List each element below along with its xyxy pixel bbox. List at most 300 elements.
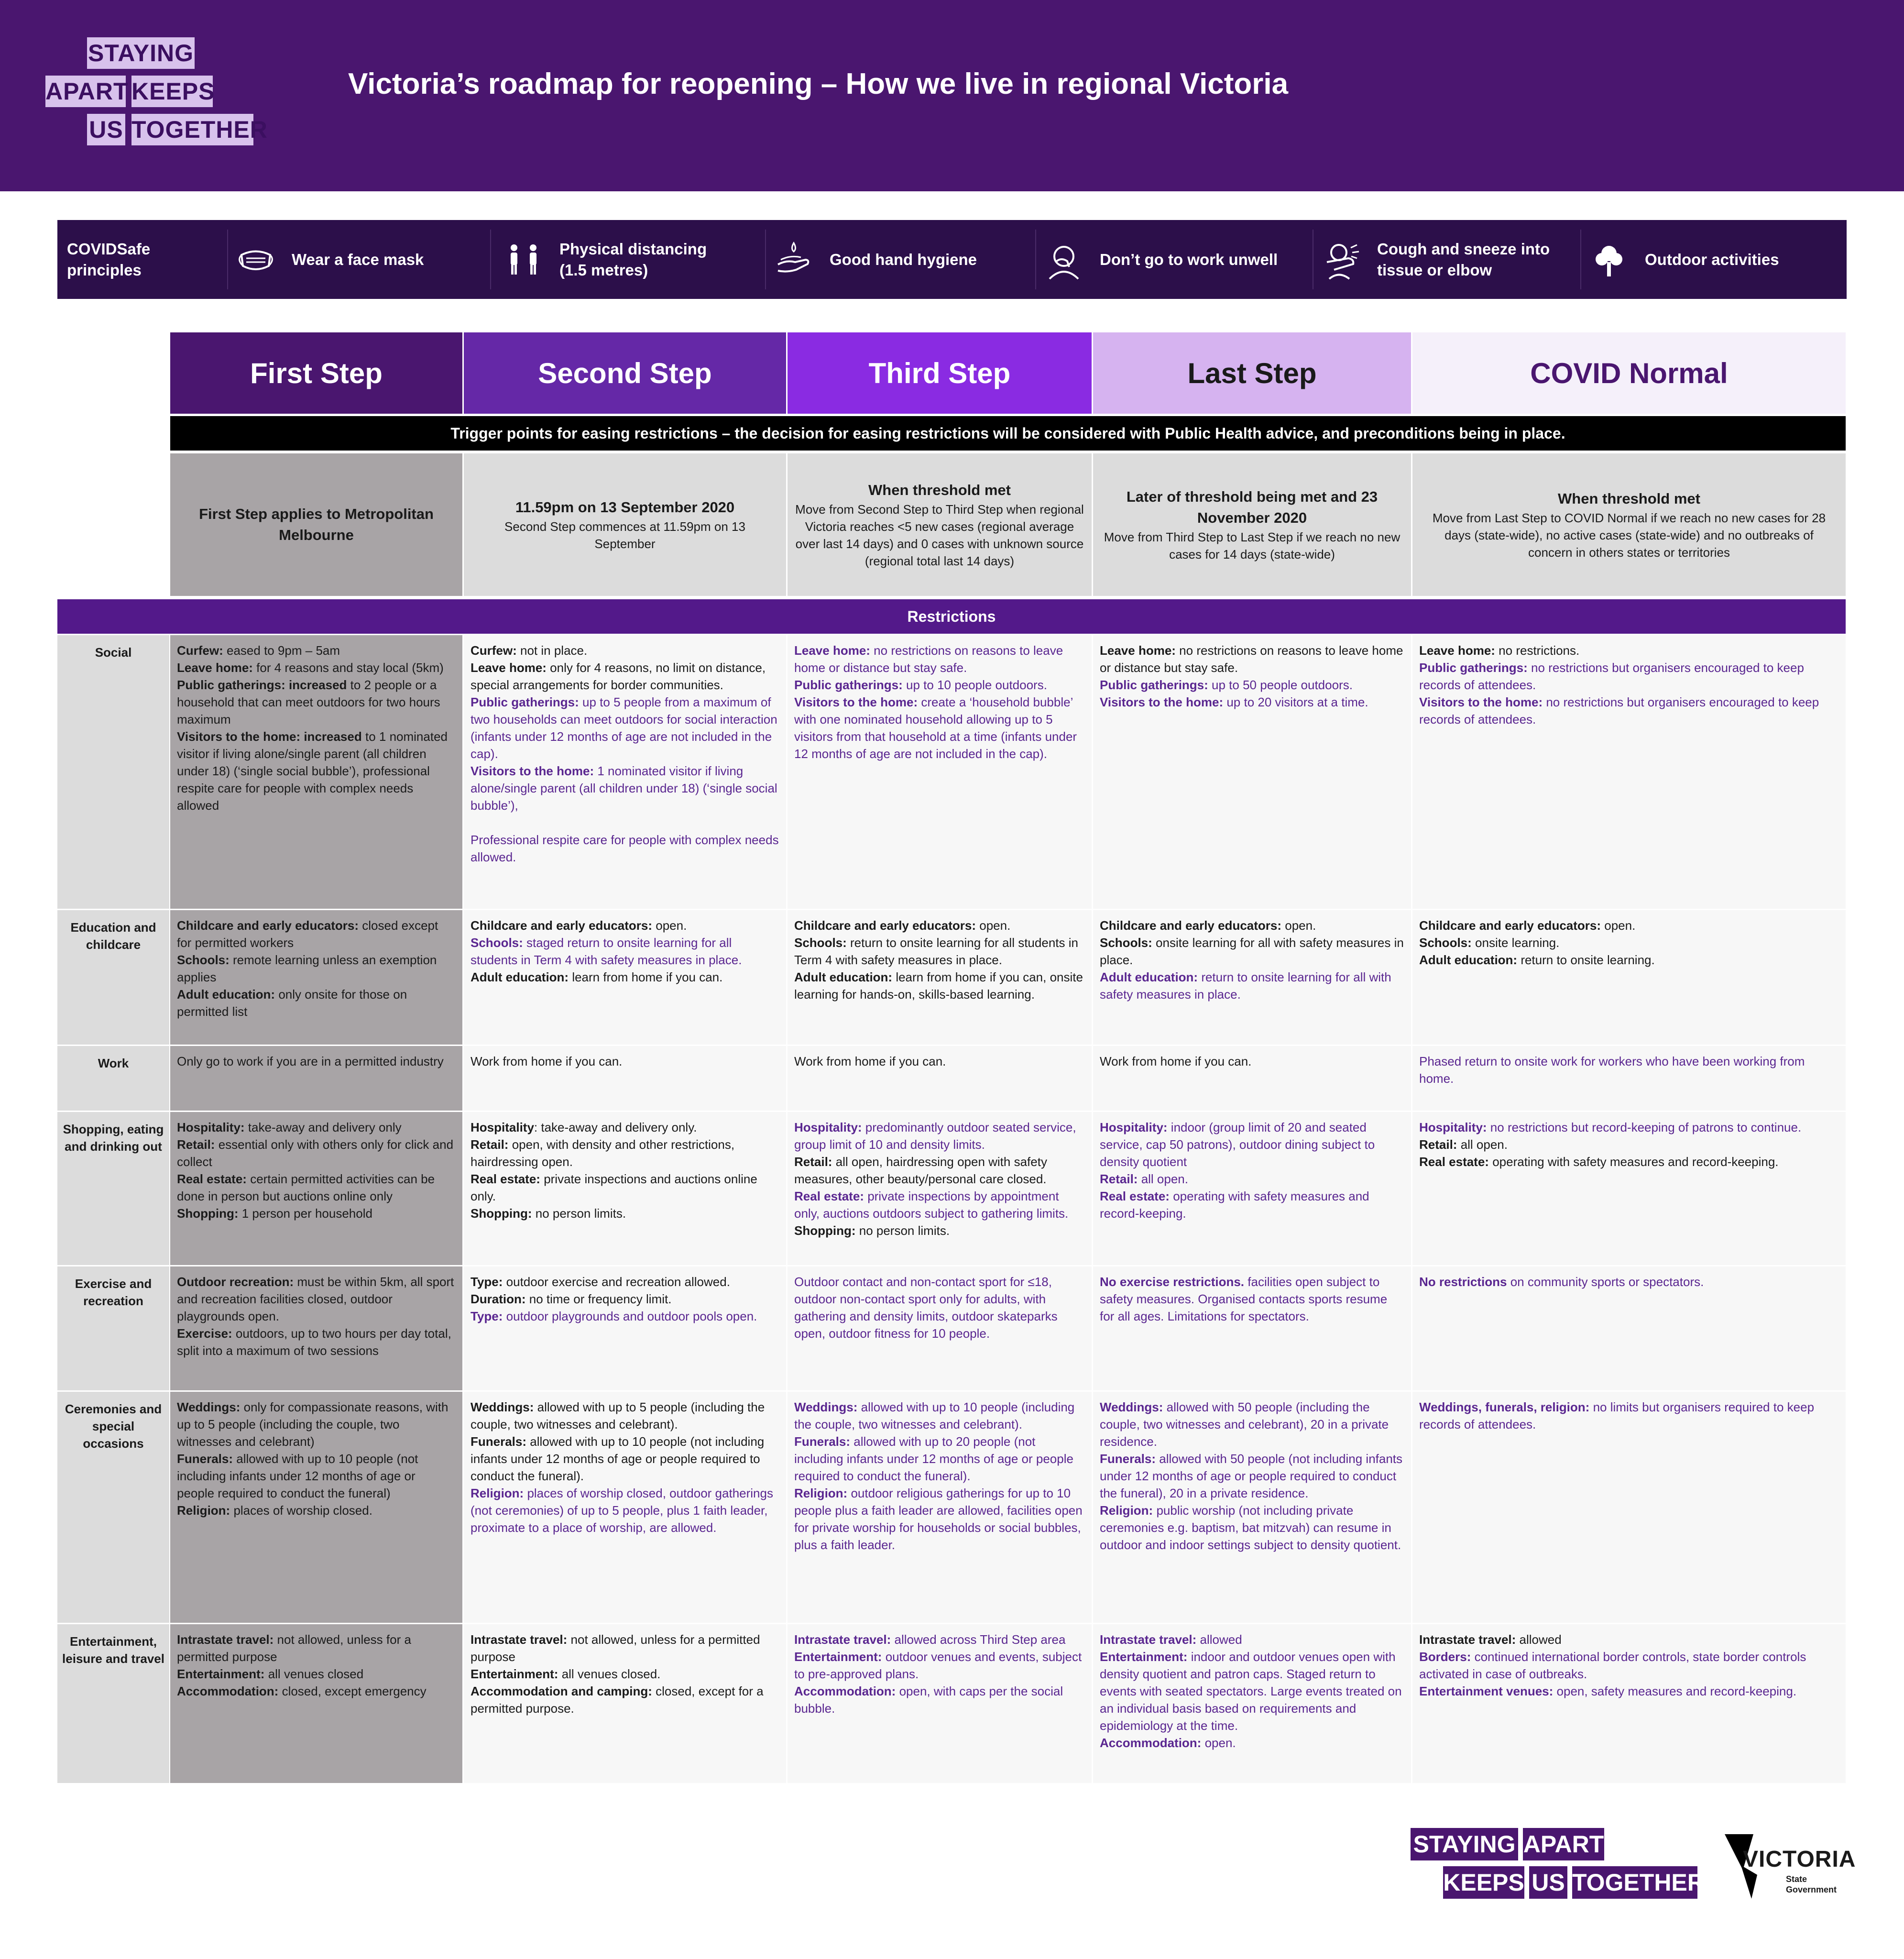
- restriction-text: open.: [652, 918, 687, 933]
- row-label-exercise-and-recreation: Exercise and recreation: [57, 1266, 169, 1390]
- restriction-text: must be within 5km, all sport and recreation facilities closed, outdoor playgrounds open.: [177, 1275, 454, 1323]
- restriction-line: [471, 814, 779, 831]
- restriction-text: not in place.: [516, 643, 588, 658]
- restriction-line: [471, 968, 779, 986]
- restriction-text: for 4 reasons and stay local (5km): [252, 660, 444, 675]
- restriction-key: Visitors to the home:: [1100, 695, 1224, 709]
- restriction-key: Religion:: [794, 1486, 848, 1500]
- logo-word: STAYING: [87, 37, 195, 69]
- restriction-text: learn from home if you can.: [569, 970, 723, 984]
- restriction-key: Visitors to the home:: [1419, 695, 1543, 709]
- restriction-text: outdoor religious gatherings for up to 10 people plus a faith leader are allowed, facilities open for private worship for households or social bubbles, plus a faith leader.: [794, 1486, 1083, 1552]
- cell-social-third-step: [788, 635, 1092, 909]
- restriction-key: Exercise:: [177, 1326, 232, 1341]
- restriction-text: create a ‘household bubble’ with one nominated household allowing up to 5 visitors from that household at a time (infants under 12 months of age are not included in the cap).: [794, 695, 1077, 761]
- restriction-key: Religion:: [1100, 1503, 1153, 1518]
- row-label-entertainment-leisure-and-travel: Entertainment, leisure and travel: [57, 1624, 169, 1783]
- cough-elbow-icon: [1320, 238, 1363, 281]
- restriction-key: Weddings:: [177, 1400, 241, 1414]
- restriction-line: [794, 1433, 1085, 1485]
- cell-exercise-and-recreation-second-step: [464, 1266, 786, 1390]
- restriction-line: [794, 642, 1085, 676]
- cell-entertainment-leisure-and-travel-third-step: [788, 1624, 1092, 1783]
- restriction-text: no person limits.: [855, 1223, 950, 1238]
- restriction-text: outdoor playgrounds and outdoor pools open.: [503, 1309, 757, 1323]
- restriction-line: [1419, 693, 1839, 728]
- restriction-line: [471, 659, 779, 693]
- cell-social-covid-normal: [1412, 635, 1846, 909]
- two-people-icon: [502, 238, 545, 281]
- restriction-key: Retail:: [177, 1137, 215, 1152]
- restriction-line: [794, 1119, 1085, 1153]
- restriction-text: allowed with 50 people (not including infants under 12 months of age or people required to conduct the funeral), 20 in a private residence.: [1100, 1452, 1403, 1500]
- cell-work-covid-normal: [1412, 1046, 1846, 1111]
- restriction-line: [1100, 1119, 1404, 1170]
- restriction-key: Retail:: [794, 1155, 832, 1169]
- restriction-line: [1100, 1273, 1404, 1325]
- restriction-text: all open, hairdressing open with safety measures, other beauty/personal care closed.: [794, 1155, 1047, 1186]
- restriction-line: [794, 1222, 1085, 1239]
- restriction-key: Weddings:: [1100, 1400, 1163, 1414]
- restriction-key: Public gatherings: increased: [177, 678, 347, 692]
- restriction-line: [471, 1053, 779, 1070]
- restriction-text: onsite learning.: [1471, 935, 1560, 950]
- restriction-key: Retail:: [1419, 1137, 1457, 1152]
- restriction-line: [471, 1290, 779, 1308]
- restriction-line: [794, 1631, 1085, 1648]
- logo-word: US: [1529, 1866, 1567, 1899]
- restriction-text: allowed with up to 20 people (not including infants under 12 months of age or people required to conduct the funeral).: [794, 1434, 1073, 1483]
- restriction-text: onsite learning for all with safety measures in place.: [1100, 935, 1404, 967]
- divider: [227, 230, 228, 289]
- restriction-line: [1419, 1053, 1839, 1087]
- restriction-text: allowed with up to 10 people (including the couple, two witnesses and celebrant).: [794, 1400, 1075, 1431]
- cell-exercise-and-recreation-covid-normal: [1412, 1266, 1846, 1390]
- restriction-text: closed except for permitted workers: [177, 918, 438, 950]
- restriction-line: [1100, 693, 1404, 711]
- page-title: Victoria’s roadmap for reopening – How we live in regional Victoria: [348, 67, 1289, 100]
- logo-word: KEEPS: [131, 76, 213, 107]
- restriction-key: Adult education:: [794, 970, 893, 984]
- restriction-key: Public gatherings:: [471, 695, 579, 709]
- cell-entertainment-leisure-and-travel-covid-normal: [1412, 1624, 1846, 1783]
- restriction-text: outdoor venues and events, subject to pre-approved plans.: [794, 1650, 1082, 1681]
- restriction-text: outdoor exercise and recreation allowed.: [503, 1275, 730, 1289]
- restriction-line: [1419, 659, 1839, 693]
- restriction-text: private inspections by appointment only, auctions outdoors subject to gathering limits.: [794, 1189, 1069, 1221]
- restriction-line: [794, 1273, 1085, 1342]
- logo-word: US: [87, 114, 125, 145]
- restriction-key: Curfew:: [471, 643, 517, 658]
- restriction-line: [177, 986, 456, 1020]
- restriction-key: Accommodation:: [1100, 1736, 1202, 1750]
- restriction-text: open, with caps per the social bubble.: [794, 1684, 1063, 1716]
- cell-exercise-and-recreation-first-step: [170, 1266, 462, 1390]
- restriction-key: Funerals:: [471, 1434, 527, 1449]
- row-label-work: Work: [57, 1046, 169, 1111]
- cell-shopping-eating-and-drinking-out-last-step: [1093, 1112, 1411, 1265]
- restriction-text: allowed: [1196, 1632, 1242, 1647]
- restriction-line: [794, 676, 1085, 693]
- restriction-text: 1 person per household: [238, 1206, 372, 1221]
- victoria-government-logo: [1724, 1832, 1856, 1904]
- restriction-text: learn from home if you can, onsite learning for hands-on, skills-based learning.: [794, 970, 1083, 1002]
- restriction-line: [471, 1433, 779, 1485]
- cell-exercise-and-recreation-last-step: [1093, 1266, 1411, 1390]
- restriction-key: Real estate:: [471, 1172, 540, 1186]
- restriction-text: eased to 9pm – 5am: [223, 643, 340, 658]
- restriction-key: Retail:: [1100, 1172, 1138, 1186]
- restriction-line: [1100, 1734, 1404, 1751]
- restriction-text: to 2 people or a household that can meet outdoors for two hours maximum: [177, 678, 440, 726]
- principle-hand-hygiene: Good hand hygiene: [772, 220, 1059, 299]
- restriction-key: Leave home:: [1100, 643, 1176, 658]
- cell-ceremonies-and-special-occasions-second-step: [464, 1392, 786, 1623]
- restriction-key: Schools:: [177, 953, 230, 967]
- restriction-line: [794, 1683, 1085, 1717]
- restriction-line: [471, 831, 779, 866]
- restriction-line: [177, 642, 456, 659]
- trigger-cell-last: Later of threshold being met and 23 November 2020 Move from Third Step to Last Step if we reach no new cases for 14 days (state-wide): [1093, 453, 1411, 596]
- restriction-line: [1100, 1502, 1404, 1553]
- restriction-key: Shopping:: [471, 1206, 532, 1221]
- cell-education-and-childcare-last-step: [1093, 910, 1411, 1045]
- restriction-key: Intrastate travel:: [1419, 1632, 1516, 1647]
- restriction-line: [177, 1325, 456, 1359]
- restriction-key: Shopping:: [794, 1223, 856, 1238]
- restriction-text: Outdoor contact and non-contact sport for ≤18, outdoor non-contact sport only for adults, with gathering and density limits, outdoor skateparks open, outdoor fitness for 10 people.: [794, 1275, 1058, 1341]
- restriction-line: [471, 1119, 779, 1136]
- cell-entertainment-leisure-and-travel-first-step: [170, 1624, 462, 1783]
- restriction-line: [794, 1398, 1085, 1433]
- restriction-line: [1419, 1119, 1839, 1136]
- restriction-key: Retail:: [471, 1137, 509, 1152]
- restriction-key: Shopping:: [177, 1206, 239, 1221]
- row-label-shopping-eating-and-drinking-out: Shopping, eating and drinking out: [57, 1112, 169, 1265]
- restriction-key: Hospitality:: [1100, 1120, 1168, 1134]
- tree-icon: [1587, 238, 1630, 281]
- restriction-line: [1419, 1398, 1839, 1433]
- restriction-line: [177, 728, 456, 814]
- restriction-line: [1419, 1136, 1839, 1153]
- restriction-text: allowed with up to 10 people (not including infants under 12 months of age or people required to conduct the funeral).: [471, 1434, 765, 1483]
- restriction-text: on community sports or spectators.: [1507, 1275, 1704, 1289]
- restriction-text: private inspections and auctions online only.: [471, 1172, 757, 1203]
- restriction-text: : take-away and delivery only.: [534, 1120, 697, 1134]
- restriction-key: Schools:: [471, 935, 523, 950]
- staying-apart-footer-logo: [1411, 1828, 1705, 1904]
- logo-word: KEEPS: [1443, 1866, 1524, 1899]
- restriction-key: Religion:: [471, 1486, 524, 1500]
- restriction-text: Work from home if you can.: [1100, 1054, 1252, 1068]
- restriction-line: [177, 1119, 456, 1136]
- restriction-text: all venues closed.: [558, 1667, 661, 1681]
- restriction-key: Accommodation:: [177, 1684, 279, 1698]
- cell-social-first-step: [170, 635, 462, 909]
- restriction-key: Hospitality:: [177, 1120, 245, 1134]
- restriction-text: indoor and outdoor venues open with density quotient and patron caps. Staged return to events with seated spectators. Large events treated on an individual basis based on requirements and epidemiology at the time.: [1100, 1650, 1402, 1733]
- restriction-text: no person limits.: [532, 1206, 626, 1221]
- cell-ceremonies-and-special-occasions-first-step: [170, 1392, 462, 1623]
- restriction-line: [794, 968, 1085, 1003]
- restriction-key: Real estate:: [1419, 1155, 1489, 1169]
- restriction-text: continued international border controls, state border controls activated in case of outbreaks.: [1419, 1650, 1806, 1681]
- restriction-text: no restrictions on reasons to leave home or distance but stay safe.: [794, 643, 1063, 675]
- restriction-line: [177, 1136, 456, 1170]
- restriction-line: [177, 1683, 456, 1700]
- cell-ceremonies-and-special-occasions-third-step: [788, 1392, 1092, 1623]
- cell-entertainment-leisure-and-travel-second-step: [464, 1624, 786, 1783]
- restriction-line: [1419, 934, 1839, 951]
- principle-face-mask: Wear a face mask: [234, 220, 540, 299]
- restriction-line: [1419, 1683, 1839, 1700]
- restriction-key: Real estate:: [1100, 1189, 1170, 1203]
- restriction-key: No exercise restrictions.: [1100, 1275, 1245, 1289]
- restriction-key: Schools:: [1100, 935, 1152, 950]
- restriction-line: [794, 1053, 1085, 1070]
- step-header-third: Third Step: [788, 332, 1092, 414]
- restriction-line: [1100, 1398, 1404, 1450]
- restriction-line: [177, 1053, 456, 1070]
- restriction-text: no time or frequency limit.: [525, 1292, 672, 1306]
- restriction-line: [177, 1205, 456, 1222]
- restriction-text: no restrictions.: [1495, 643, 1580, 658]
- principle-dont-work-unwell: Don’t go to work unwell: [1042, 220, 1348, 299]
- restriction-line: [1100, 1170, 1404, 1188]
- restriction-text: return to onsite learning for all with safety measures in place.: [1100, 970, 1391, 1002]
- trigger-points-banner: Trigger points for easing restrictions – the decision for easing restrictions will be considered with Public Health advice, and preconditions being in place.: [170, 416, 1846, 451]
- restriction-key: Funerals:: [794, 1434, 851, 1449]
- covidsafe-principles-bar: [57, 220, 1847, 299]
- restriction-text: all open.: [1457, 1137, 1508, 1152]
- restriction-text: open.: [1601, 918, 1636, 933]
- restriction-text: facilities open subject to safety measures. Organised contacts sports resume for all ages. Limitations for spectators.: [1100, 1275, 1388, 1323]
- cell-shopping-eating-and-drinking-out-first-step: [170, 1112, 462, 1265]
- restriction-line: [177, 1450, 456, 1502]
- restriction-key: Adult education:: [471, 970, 569, 984]
- restriction-text: not allowed, unless for a permitted purpose: [471, 1632, 760, 1664]
- restriction-line: [1419, 1631, 1839, 1648]
- restriction-text: operating with safety measures and record-keeping.: [1100, 1189, 1369, 1221]
- row-label-education-and-childcare: Education and childcare: [57, 910, 169, 1045]
- restriction-key: Religion:: [177, 1503, 230, 1518]
- restriction-line: [794, 1648, 1085, 1683]
- cell-shopping-eating-and-drinking-out-second-step: [464, 1112, 786, 1265]
- restriction-key: Funerals:: [1100, 1452, 1156, 1466]
- restriction-key: Entertainment:: [177, 1667, 265, 1681]
- restriction-text: 1 nominated visitor if living alone/single parent (all children under 18) (‘single social bubble’),: [471, 764, 777, 813]
- cell-work-last-step: [1093, 1046, 1411, 1111]
- restriction-key: Childcare and early educators:: [1419, 918, 1601, 933]
- restriction-text: public worship (not including private ceremonies e.g. baptism, bat mitzvah) can resume in outdoor and indoor settings subject to density quotient.: [1100, 1503, 1401, 1552]
- restriction-text: allowed with up to 5 people (including the couple, two witnesses and celebrant).: [471, 1400, 765, 1431]
- restriction-line: [177, 1170, 456, 1205]
- trigger-cell-third: When threshold met Move from Second Step to Third Step when regional Victoria reaches <5 new cases (regional average over last 14 days) and 0 cases with unknown source (regional total last 14 days): [788, 453, 1092, 596]
- restriction-line: [1100, 676, 1404, 693]
- restriction-text: all open.: [1138, 1172, 1188, 1186]
- restriction-text: open, safety measures and record-keeping.: [1553, 1684, 1797, 1698]
- restriction-line: [1100, 642, 1404, 676]
- restriction-line: [1419, 951, 1839, 968]
- cell-education-and-childcare-second-step: [464, 910, 786, 1045]
- page-header: [0, 0, 1904, 191]
- principle-cough-sneeze: Cough and sneeze into tissue or elbow: [1320, 220, 1626, 299]
- restriction-line: [1419, 1648, 1839, 1683]
- restriction-text: only for compassionate reasons, with up to 5 people (including the couple, two witnesses and celebrant): [177, 1400, 449, 1449]
- restriction-key: Intrastate travel:: [794, 1632, 891, 1647]
- restriction-text: staged return to onsite learning for all students in Term 4 with safety measures in place.: [471, 935, 742, 967]
- restriction-line: [471, 934, 779, 968]
- restriction-text: open.: [1281, 918, 1316, 933]
- restriction-key: Type:: [471, 1309, 503, 1323]
- restriction-text: allowed with 50 people (including the couple, two witnesses and celebrant), 20 in a private residence.: [1100, 1400, 1389, 1449]
- restriction-line: [794, 1485, 1085, 1553]
- restriction-text: open.: [976, 918, 1011, 933]
- step-header-first: First Step: [170, 332, 462, 414]
- restriction-key: Hospitality:: [1419, 1120, 1487, 1134]
- restriction-text: up to 20 visitors at a time.: [1223, 695, 1368, 709]
- restriction-key: Public gatherings:: [1419, 660, 1528, 675]
- cell-work-first-step: [170, 1046, 462, 1111]
- restriction-key: Intrastate travel:: [1100, 1632, 1197, 1647]
- restriction-text: closed, except for a permitted purpose.: [471, 1684, 764, 1716]
- restriction-line: [177, 951, 456, 986]
- restriction-text: to 1 nominated visitor if living alone/single parent (all children under 18) (‘single social bubble’), professional respite care for people with complex needs allowed: [177, 729, 448, 813]
- restriction-text: only onsite for those on permitted list: [177, 987, 407, 1019]
- restriction-line: [1100, 1631, 1404, 1648]
- restriction-line: [1419, 642, 1839, 659]
- trigger-cell-covid-normal: When threshold met Move from Last Step to COVID Normal if we reach no new cases for 28 days (state-wide), no active cases (state-wide) and no outbreaks of concern in others states or territories: [1412, 453, 1846, 596]
- restriction-text: places of worship closed.: [230, 1503, 372, 1518]
- restriction-key: Adult education:: [1419, 953, 1518, 967]
- restriction-text: Work from home if you can.: [794, 1054, 946, 1068]
- cell-shopping-eating-and-drinking-out-covid-normal: [1412, 1112, 1846, 1265]
- cell-exercise-and-recreation-third-step: [788, 1266, 1092, 1390]
- victoria-wordmark: VICTORIA: [1743, 1847, 1856, 1872]
- restriction-text: all venues closed: [264, 1667, 364, 1681]
- step-header-last: Last Step: [1093, 332, 1411, 414]
- restriction-line: [1100, 1648, 1404, 1734]
- restriction-text: Phased return to onsite work for workers who have been working from home.: [1419, 1054, 1805, 1086]
- principle-outdoor-activities: Outdoor activities: [1587, 220, 1846, 299]
- restriction-line: [471, 1398, 779, 1433]
- step-header-second: Second Step: [464, 332, 786, 414]
- restriction-key: Borders:: [1419, 1650, 1471, 1664]
- restriction-text: outdoors, up to two hours per day total, split into a maximum of two sessions: [177, 1326, 451, 1358]
- cell-social-second-step: [464, 635, 786, 909]
- restriction-key: Entertainment venues:: [1419, 1684, 1554, 1698]
- restriction-text: no limits but organisers required to keep records of attendees.: [1419, 1400, 1815, 1431]
- restriction-key: Weddings, funerals, religion:: [1419, 1400, 1590, 1414]
- cell-education-and-childcare-third-step: [788, 910, 1092, 1045]
- logo-word: TOGETHER: [131, 114, 253, 145]
- restriction-line: [794, 934, 1085, 968]
- restriction-key: Outdoor recreation:: [177, 1275, 294, 1289]
- principle-physical-distancing: Physical distancing (1.5 metres): [502, 220, 808, 299]
- restriction-line: [1419, 917, 1839, 934]
- divider: [490, 230, 491, 289]
- restriction-key: Type:: [471, 1275, 503, 1289]
- restriction-line: [471, 1205, 779, 1222]
- restriction-text: remote learning unless an exemption applies: [177, 953, 437, 984]
- restriction-key: Adult education:: [177, 987, 275, 1002]
- restriction-key: Entertainment:: [794, 1650, 882, 1664]
- restriction-line: [1100, 917, 1404, 934]
- restriction-line: [794, 917, 1085, 934]
- restriction-key: Public gatherings:: [1100, 678, 1208, 692]
- restriction-line: [471, 1136, 779, 1170]
- restriction-text: closed, except emergency: [278, 1684, 427, 1698]
- cell-education-and-childcare-first-step: [170, 910, 462, 1045]
- restriction-key: Leave home:: [471, 660, 547, 675]
- restriction-line: [177, 1631, 456, 1665]
- restriction-key: Real estate:: [794, 1189, 864, 1203]
- restriction-key: Weddings:: [794, 1400, 858, 1414]
- restriction-line: [1100, 1053, 1404, 1070]
- restriction-text: up to 10 people outdoors.: [902, 678, 1047, 692]
- restriction-line: [1100, 1450, 1404, 1502]
- logo-word: APART: [45, 76, 126, 107]
- restriction-line: [471, 1273, 779, 1290]
- restriction-line: [177, 917, 456, 951]
- restriction-text: allowed: [1516, 1632, 1562, 1647]
- restriction-key: Visitors to the home:: [471, 764, 594, 778]
- restriction-key: Visitors to the home: increased: [177, 729, 362, 744]
- restriction-key: Accommodation and camping:: [471, 1684, 652, 1698]
- restriction-key: Intrastate travel:: [471, 1632, 568, 1647]
- staying-apart-logo: [45, 37, 268, 147]
- restriction-text: Professional respite care for people with complex needs allowed.: [471, 833, 779, 864]
- restriction-key: No restrictions: [1419, 1275, 1507, 1289]
- restriction-line: [177, 659, 456, 676]
- cell-shopping-eating-and-drinking-out-third-step: [788, 1112, 1092, 1265]
- restriction-text: certain permitted activities can be done in person but auctions online only: [177, 1172, 435, 1203]
- restriction-key: Weddings:: [471, 1400, 534, 1414]
- restriction-line: [471, 762, 779, 814]
- row-label-ceremonies-and-special-occasions: Ceremonies and special occasions: [57, 1392, 169, 1623]
- restriction-key: Childcare and early educators:: [177, 918, 359, 933]
- restriction-line: [1419, 1153, 1839, 1170]
- cell-social-last-step: [1093, 635, 1411, 909]
- divider: [1580, 230, 1581, 289]
- restriction-text: allowed across Third Step area: [891, 1632, 1066, 1647]
- restriction-line: [471, 1485, 779, 1536]
- row-label-social: Social: [57, 635, 169, 909]
- restriction-line: [177, 1665, 456, 1683]
- restriction-line: [471, 1683, 779, 1717]
- restriction-line: [471, 1665, 779, 1683]
- restriction-text: allowed with up to 10 people (not including infants under 12 months of age or people required to conduct the funeral): [177, 1452, 418, 1500]
- state-government-label: State Government: [1786, 1874, 1837, 1894]
- restriction-text: up to 5 people from a maximum of two households can meet outdoors for social interaction (infants under 12 months of age are not included in the cap).: [471, 695, 777, 761]
- restriction-text: predominantly outdoor seated service, group limit of 10 and density limits.: [794, 1120, 1076, 1152]
- restriction-key: Hospitality:: [794, 1120, 862, 1134]
- restriction-key: Intrastate travel:: [177, 1632, 274, 1647]
- restriction-text: no restrictions but organisers encouraged to keep records of attendees.: [1419, 660, 1804, 692]
- cell-ceremonies-and-special-occasions-last-step: [1093, 1392, 1411, 1623]
- restriction-text: return to onsite learning.: [1517, 953, 1655, 967]
- restriction-line: [1100, 968, 1404, 1003]
- cell-education-and-childcare-covid-normal: [1412, 910, 1846, 1045]
- restriction-line: [794, 693, 1085, 762]
- hand-wash-icon: [772, 238, 815, 281]
- restriction-key: Real estate:: [177, 1172, 247, 1186]
- restriction-text: take-away and delivery only: [244, 1120, 402, 1134]
- restriction-text: return to onsite learning for all students in Term 4 with safety measures in place.: [794, 935, 1078, 967]
- restriction-text: Work from home if you can.: [471, 1054, 623, 1068]
- restriction-text: no restrictions on reasons to leave home or distance but stay safe.: [1100, 643, 1403, 675]
- step-header-covid-normal: COVID Normal: [1412, 332, 1846, 414]
